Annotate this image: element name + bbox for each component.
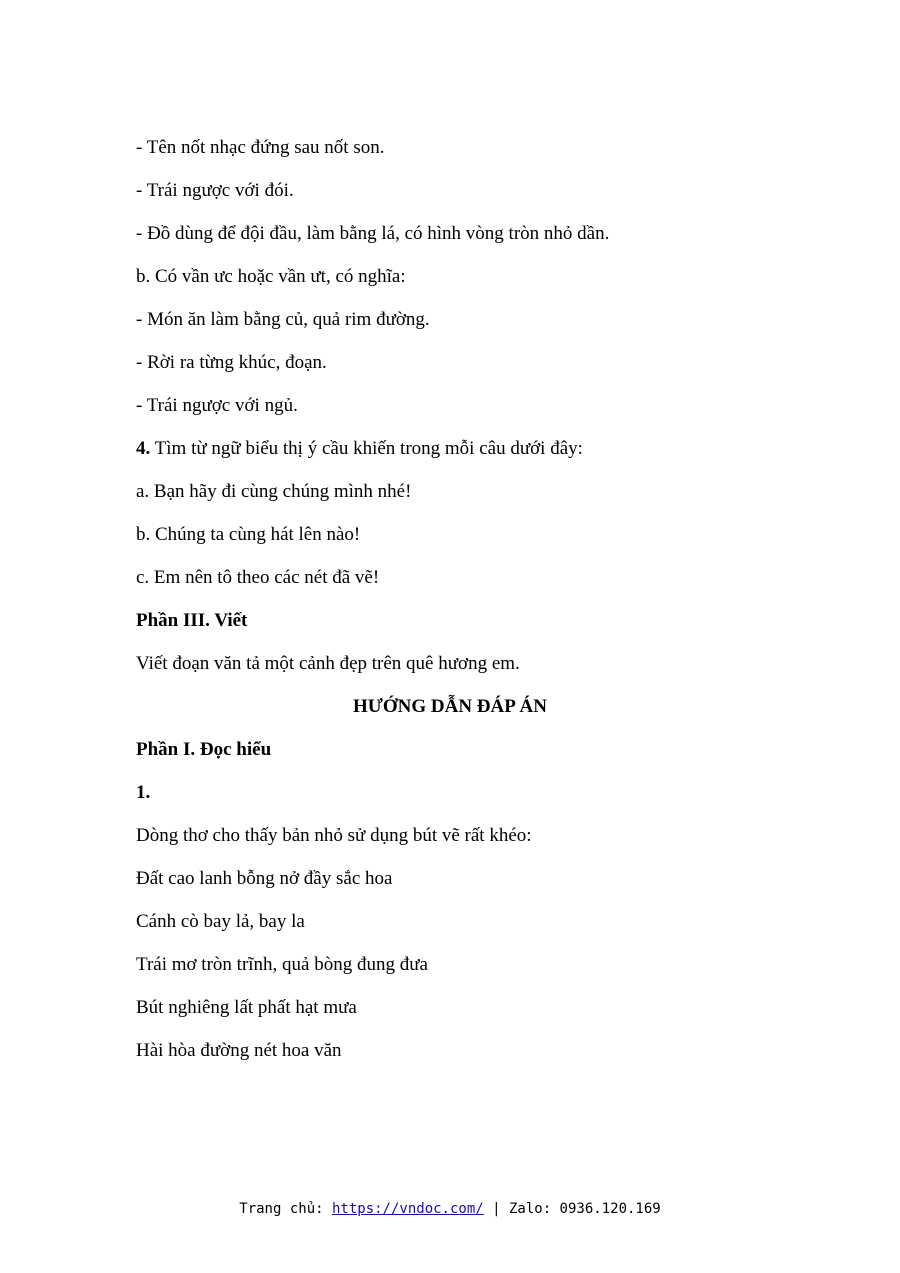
poem-line: Đất cao lanh bỗng nở đầy sắc hoa xyxy=(136,868,393,889)
question-text: Tìm từ ngữ biểu thị ý cầu khiến trong mỗi câu dưới đây: xyxy=(150,438,583,459)
section-heading: Phần I. Đọc hiểu xyxy=(136,739,272,760)
document-body xyxy=(136,126,776,1072)
answer-hint-line: - Đồ dùng để đội đầu, làm bằng lá, có hình vòng tròn nhỏ dần. xyxy=(136,223,610,244)
answer-hint-line: - Rời ra từng khúc, đoạn. xyxy=(136,352,327,373)
page-footer xyxy=(0,1199,900,1219)
answer-number: 1. xyxy=(136,782,151,803)
example-sentence: b. Chúng ta cùng hát lên nào! xyxy=(136,524,361,545)
footer-home-label: Trang chủ: xyxy=(239,1201,332,1217)
answer-hint-line: - Tên nốt nhạc đứng sau nốt son. xyxy=(136,137,385,158)
section-heading: Phần III. Viết xyxy=(136,610,248,631)
example-sentence: c. Em nên tô theo các nét đã vẽ! xyxy=(136,567,380,588)
answer-key-title: HƯỚNG DẪN ĐÁP ÁN xyxy=(352,696,548,717)
answer-text: Dòng thơ cho thấy bản nhỏ sử dụng bút vẽ rất khéo: xyxy=(136,825,532,846)
answer-hint-line: - Món ăn làm bằng củ, quả rim đường. xyxy=(136,309,430,330)
footer-contact: | Zalo: 0936.120.169 xyxy=(483,1201,661,1217)
question-number: 4. xyxy=(136,438,151,459)
question-4 xyxy=(136,427,776,470)
answer-hint-line: - Trái ngược với đói. xyxy=(136,180,294,201)
poem-line: Trái mơ tròn trĩnh, quả bòng đung đưa xyxy=(136,954,428,975)
poem-line: Cánh cò bay lả, bay la xyxy=(136,911,305,932)
example-sentence: a. Bạn hãy đi cùng chúng mình nhé! xyxy=(136,481,412,502)
poem-line: Bút nghiêng lất phất hạt mưa xyxy=(136,997,357,1018)
subquestion-label: b. Có vần ưc hoặc vần ưt, có nghĩa: xyxy=(136,266,406,287)
answer-hint-line: - Trái ngược với ngủ. xyxy=(136,395,298,416)
poem-line: Hài hòa đường nét hoa văn xyxy=(136,1040,342,1061)
homepage-link[interactable]: https://vndoc.com/ xyxy=(331,1201,484,1217)
writing-prompt: Viết đoạn văn tả một cảnh đẹp trên quê hương em. xyxy=(136,653,520,674)
